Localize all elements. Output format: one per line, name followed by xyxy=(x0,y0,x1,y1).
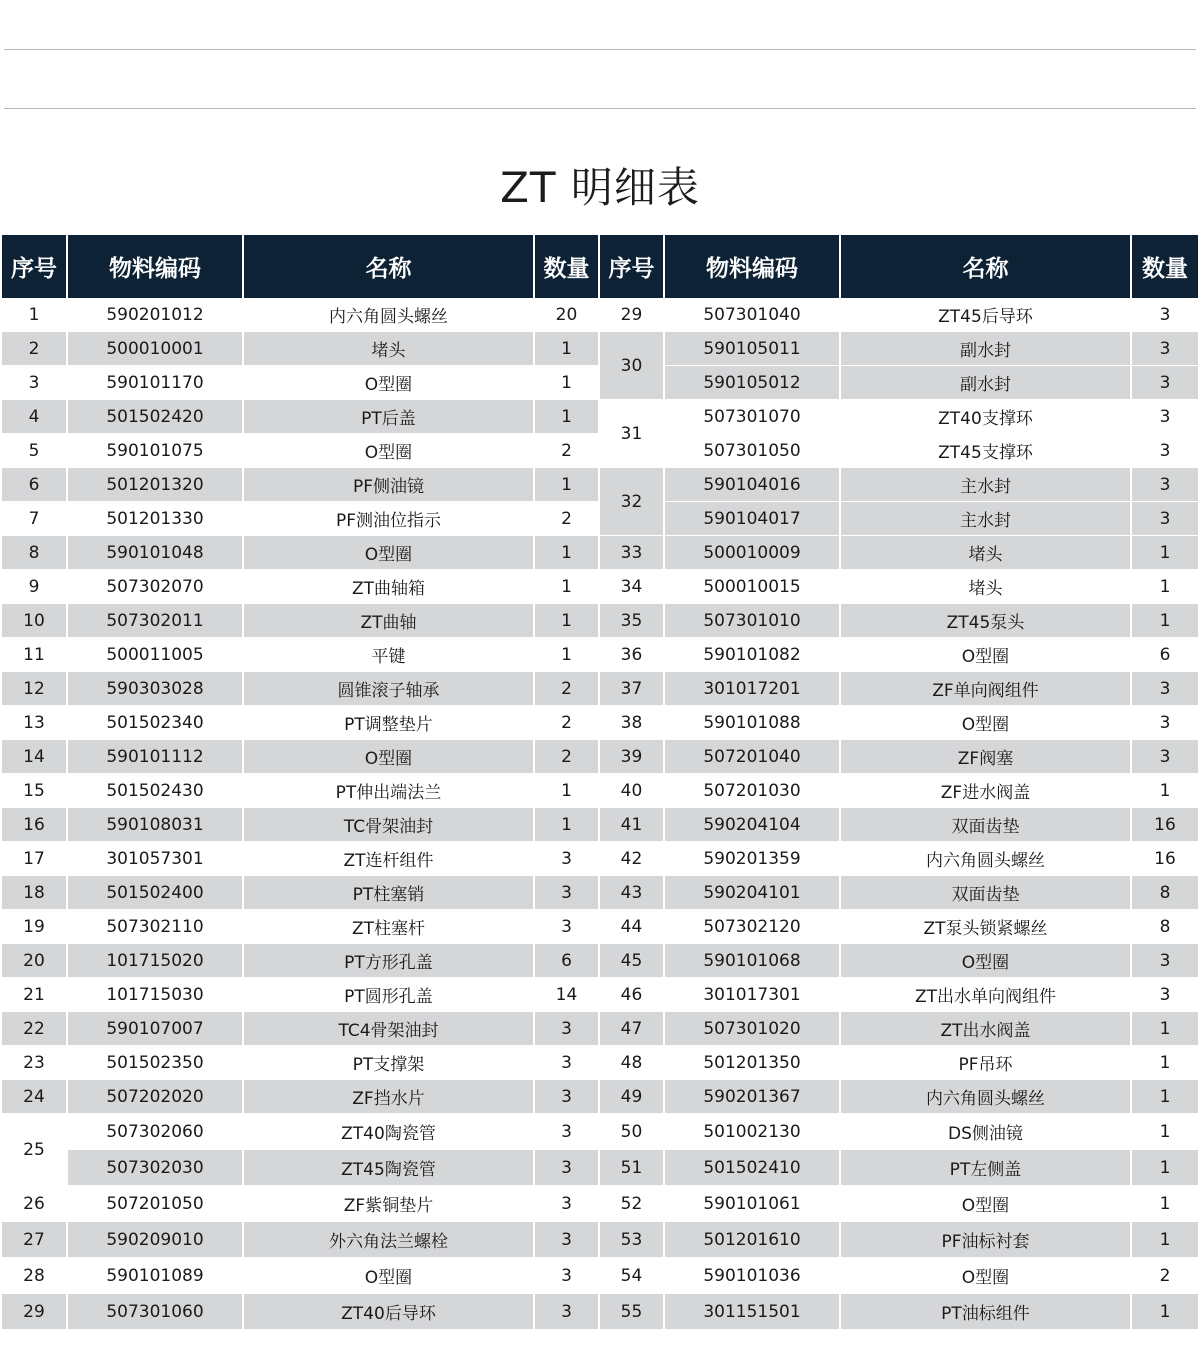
left-qty-cell: 3 xyxy=(534,1012,599,1046)
right-name-cell: 双面齿垫 xyxy=(840,808,1131,842)
left-name-cell: O型圈 xyxy=(243,1258,534,1294)
left-code-cell: 507302011 xyxy=(67,604,243,638)
table-row xyxy=(2,1222,1198,1258)
right-code-cell: 590101068 xyxy=(664,944,840,978)
right-name-cell: PT油标组件 xyxy=(840,1294,1131,1330)
right-name-cell: ZF阀塞 xyxy=(840,740,1131,774)
right-code-cell: 590201367 xyxy=(664,1080,840,1114)
right-code-cell: 590101088 xyxy=(664,706,840,740)
left-qty-cell: 6 xyxy=(534,944,599,978)
table-row xyxy=(2,774,1198,808)
right-seq-cell: 43 xyxy=(599,876,664,910)
left-seq-cell: 21 xyxy=(2,978,67,1012)
left-seq-cell: 22 xyxy=(2,1012,67,1046)
left-seq-cell: 28 xyxy=(2,1258,67,1294)
right-code-cell: 301017201 xyxy=(664,672,840,706)
left-qty-cell: 3 xyxy=(534,1294,599,1330)
left-seq-cell: 17 xyxy=(2,842,67,876)
left-name-cell: TC骨架油封 xyxy=(243,808,534,842)
right-qty-cell: 1 xyxy=(1131,774,1198,808)
left-code-cell: 590101112 xyxy=(67,740,243,774)
right-code-cell: 301017301 xyxy=(664,978,840,1012)
table-row xyxy=(2,1258,1198,1294)
left-seq-cell: 26 xyxy=(2,1186,67,1222)
table-row xyxy=(2,298,1198,332)
table-row xyxy=(2,468,1198,502)
left-seq-cell: 18 xyxy=(2,876,67,910)
table-row xyxy=(2,1012,1198,1046)
right-seq-cell: 40 xyxy=(599,774,664,808)
left-code-cell: 507302060 xyxy=(67,1114,243,1150)
left-name-cell: 内六角圆头螺丝 xyxy=(243,298,534,332)
left-qty-cell: 1 xyxy=(534,570,599,604)
left-code-cell: 501502350 xyxy=(67,1046,243,1080)
right-qty-cell: 3 xyxy=(1131,298,1198,332)
table-row xyxy=(2,1080,1198,1114)
right-name-cell: O型圈 xyxy=(840,944,1131,978)
right-name-cell: ZT泵头锁紧螺丝 xyxy=(840,910,1131,944)
left-code-cell: 590108031 xyxy=(67,808,243,842)
table-row xyxy=(2,536,1198,570)
right-code-cell: 590204101 xyxy=(664,876,840,910)
left-name-cell: 堵头 xyxy=(243,332,534,366)
left-seq-cell: 4 xyxy=(2,400,67,434)
left-qty-cell: 1 xyxy=(534,604,599,638)
right-code-cell: 590104016 xyxy=(664,468,840,502)
right-seq-cell: 54 xyxy=(599,1258,664,1294)
right-name-cell: O型圈 xyxy=(840,1186,1131,1222)
left-qty-cell: 3 xyxy=(534,842,599,876)
left-seq-cell: 2 xyxy=(2,332,67,366)
table-row xyxy=(2,910,1198,944)
right-seq-cell: 35 xyxy=(599,604,664,638)
right-seq-cell: 48 xyxy=(599,1046,664,1080)
left-seq-cell: 1 xyxy=(2,298,67,332)
left-qty-cell: 3 xyxy=(534,1046,599,1080)
left-qty-cell: 3 xyxy=(534,1258,599,1294)
left-qty-cell: 2 xyxy=(534,502,599,536)
left-name-cell: TC4骨架油封 xyxy=(243,1012,534,1046)
table-row xyxy=(2,1046,1198,1080)
table-row xyxy=(2,672,1198,706)
left-name-cell: PT方形孔盖 xyxy=(243,944,534,978)
right-qty-cell: 3 xyxy=(1131,672,1198,706)
left-name-cell: PT支撑架 xyxy=(243,1046,534,1080)
right-code-cell: 501201350 xyxy=(664,1046,840,1080)
left-name-cell: PF测油位指示 xyxy=(243,502,534,536)
table-row xyxy=(2,1186,1198,1222)
left-code-cell: 507302110 xyxy=(67,910,243,944)
right-name-cell: ZT出水单向阀组件 xyxy=(840,978,1131,1012)
left-name-cell: PF侧油镜 xyxy=(243,468,534,502)
table-row xyxy=(2,978,1198,1012)
header-code-left: 物料编码 xyxy=(67,235,243,298)
left-qty-cell: 1 xyxy=(534,638,599,672)
right-name-cell: ZT出水阀盖 xyxy=(840,1012,1131,1046)
right-code-cell: 590101061 xyxy=(664,1186,840,1222)
left-code-cell: 590107007 xyxy=(67,1012,243,1046)
right-code-cell: 507301040 xyxy=(664,298,840,332)
left-qty-cell: 2 xyxy=(534,672,599,706)
right-seq-cell: 34 xyxy=(599,570,664,604)
right-qty-cell: 1 xyxy=(1131,1046,1198,1080)
right-name-cell: DS侧油镜 xyxy=(840,1114,1131,1150)
bom-table xyxy=(2,235,1198,1330)
right-qty-cell: 3 xyxy=(1131,740,1198,774)
table-row xyxy=(2,604,1198,638)
right-code-cell: 507301010 xyxy=(664,604,840,638)
right-qty-cell: 3 xyxy=(1131,706,1198,740)
left-code-cell: 590209010 xyxy=(67,1222,243,1258)
right-code-cell: 590104017 xyxy=(664,502,840,536)
left-code-cell: 500010001 xyxy=(67,332,243,366)
left-seq-cell: 8 xyxy=(2,536,67,570)
right-code-cell: 590201359 xyxy=(664,842,840,876)
header-code-right: 物料编码 xyxy=(664,235,840,298)
left-qty-cell: 3 xyxy=(534,1222,599,1258)
right-name-cell: ZF进水阀盖 xyxy=(840,774,1131,808)
right-seq-cell: 55 xyxy=(599,1294,664,1330)
right-code-cell: 501502410 xyxy=(664,1150,840,1186)
right-seq-cell: 37 xyxy=(599,672,664,706)
right-code-cell: 507302120 xyxy=(664,910,840,944)
right-seq-cell: 42 xyxy=(599,842,664,876)
right-name-cell: PT左侧盖 xyxy=(840,1150,1131,1186)
header-no-left: 序号 xyxy=(2,235,67,298)
header-no-right: 序号 xyxy=(599,235,664,298)
right-code-cell: 590105011 xyxy=(664,332,840,366)
table-row xyxy=(2,706,1198,740)
right-code-cell: 301151501 xyxy=(664,1294,840,1330)
page-title: ZT 明细表 xyxy=(500,163,700,212)
right-qty-cell: 8 xyxy=(1131,876,1198,910)
right-name-cell: PF吊环 xyxy=(840,1046,1131,1080)
right-qty-cell: 16 xyxy=(1131,808,1198,842)
left-name-cell: O型圈 xyxy=(243,536,534,570)
left-qty-cell: 1 xyxy=(534,808,599,842)
left-seq-cell: 10 xyxy=(2,604,67,638)
second-rule xyxy=(4,108,1196,109)
left-seq-cell: 13 xyxy=(2,706,67,740)
right-qty-cell: 1 xyxy=(1131,536,1198,570)
right-code-cell: 590101036 xyxy=(664,1258,840,1294)
left-qty-cell: 2 xyxy=(534,740,599,774)
left-seq-cell: 23 xyxy=(2,1046,67,1080)
right-qty-cell: 1 xyxy=(1131,570,1198,604)
left-code-cell: 507302070 xyxy=(67,570,243,604)
left-name-cell: ZF挡水片 xyxy=(243,1080,534,1114)
right-qty-cell: 1 xyxy=(1131,1012,1198,1046)
right-seq-cell: 47 xyxy=(599,1012,664,1046)
table-row xyxy=(2,842,1198,876)
left-seq-cell: 12 xyxy=(2,672,67,706)
left-name-cell: PT圆形孔盖 xyxy=(243,978,534,1012)
right-code-cell: 507201040 xyxy=(664,740,840,774)
left-code-cell: 101715030 xyxy=(67,978,243,1012)
left-qty-cell: 2 xyxy=(534,706,599,740)
left-seq-cell: 27 xyxy=(2,1222,67,1258)
left-seq-cell: 11 xyxy=(2,638,67,672)
header-name-left: 名称 xyxy=(243,235,534,298)
table-row xyxy=(2,1114,1198,1150)
left-code-cell: 501502430 xyxy=(67,774,243,808)
right-name-cell: 主水封 xyxy=(840,468,1131,502)
left-qty-cell: 3 xyxy=(534,876,599,910)
left-code-cell: 501201320 xyxy=(67,468,243,502)
table-row xyxy=(2,332,1198,366)
right-qty-cell: 1 xyxy=(1131,1186,1198,1222)
table-row xyxy=(2,570,1198,604)
left-name-cell: O型圈 xyxy=(243,366,534,400)
right-qty-cell: 3 xyxy=(1131,502,1198,536)
left-name-cell: 圆锥滚子轴承 xyxy=(243,672,534,706)
right-code-cell: 590105012 xyxy=(664,366,840,400)
right-name-cell: O型圈 xyxy=(840,638,1131,672)
left-qty-cell: 1 xyxy=(534,536,599,570)
left-code-cell: 590101170 xyxy=(67,366,243,400)
right-qty-cell: 2 xyxy=(1131,1258,1198,1294)
left-qty-cell: 14 xyxy=(534,978,599,1012)
right-qty-cell: 3 xyxy=(1131,978,1198,1012)
left-code-cell: 101715020 xyxy=(67,944,243,978)
table-header-row xyxy=(2,235,1198,298)
header-qty-right: 数量 xyxy=(1131,235,1198,298)
left-seq-cell: 29 xyxy=(2,1294,67,1330)
right-qty-cell: 3 xyxy=(1131,468,1198,502)
left-seq-cell: 16 xyxy=(2,808,67,842)
right-name-cell: 双面齿垫 xyxy=(840,876,1131,910)
right-qty-cell: 3 xyxy=(1131,400,1198,434)
right-name-cell: ZT45支撑环 xyxy=(840,434,1131,468)
right-seq-cell: 51 xyxy=(599,1150,664,1186)
right-name-cell: ZT40支撑环 xyxy=(840,400,1131,434)
right-seq-cell: 52 xyxy=(599,1186,664,1222)
right-qty-cell: 1 xyxy=(1131,1080,1198,1114)
right-code-cell: 590101082 xyxy=(664,638,840,672)
right-code-cell: 500010015 xyxy=(664,570,840,604)
right-seq-cell: 39 xyxy=(599,740,664,774)
left-qty-cell: 3 xyxy=(534,1114,599,1150)
right-seq-cell: 50 xyxy=(599,1114,664,1150)
left-seq-cell: 7 xyxy=(2,502,67,536)
left-code-cell: 590101075 xyxy=(67,434,243,468)
left-seq-cell: 24 xyxy=(2,1080,67,1114)
left-code-cell: 501201330 xyxy=(67,502,243,536)
right-name-cell: 内六角圆头螺丝 xyxy=(840,1080,1131,1114)
left-name-cell: ZT40后导环 xyxy=(243,1294,534,1330)
left-name-cell: 平键 xyxy=(243,638,534,672)
table-row xyxy=(2,944,1198,978)
right-code-cell: 507301050 xyxy=(664,434,840,468)
left-name-cell: O型圈 xyxy=(243,740,534,774)
right-qty-cell: 8 xyxy=(1131,910,1198,944)
right-name-cell: PF油标衬套 xyxy=(840,1222,1131,1258)
right-seq-cell: 33 xyxy=(599,536,664,570)
right-name-cell: O型圈 xyxy=(840,1258,1131,1294)
right-qty-cell: 6 xyxy=(1131,638,1198,672)
right-seq-cell: 46 xyxy=(599,978,664,1012)
right-seq-cell: 53 xyxy=(599,1222,664,1258)
right-name-cell: 副水封 xyxy=(840,366,1131,400)
left-code-cell: 507201050 xyxy=(67,1186,243,1222)
left-code-cell: 500011005 xyxy=(67,638,243,672)
right-qty-cell: 1 xyxy=(1131,1294,1198,1330)
right-qty-cell: 1 xyxy=(1131,1114,1198,1150)
right-code-cell: 507201030 xyxy=(664,774,840,808)
left-seq-cell: 14 xyxy=(2,740,67,774)
right-code-cell: 501002130 xyxy=(664,1114,840,1150)
left-code-cell: 501502420 xyxy=(67,400,243,434)
right-qty-cell: 3 xyxy=(1131,366,1198,400)
left-code-cell: 590101089 xyxy=(67,1258,243,1294)
table-row xyxy=(2,876,1198,910)
left-name-cell: ZT曲轴 xyxy=(243,604,534,638)
left-name-cell: PT伸出端法兰 xyxy=(243,774,534,808)
left-qty-cell: 1 xyxy=(534,400,599,434)
left-code-cell: 507301060 xyxy=(67,1294,243,1330)
right-seq-cell: 49 xyxy=(599,1080,664,1114)
left-code-cell: 301057301 xyxy=(67,842,243,876)
left-code-cell: 590201012 xyxy=(67,298,243,332)
table-row xyxy=(2,638,1198,672)
left-seq-cell: 25 xyxy=(2,1114,67,1186)
left-name-cell: PT柱塞销 xyxy=(243,876,534,910)
right-qty-cell: 1 xyxy=(1131,604,1198,638)
right-seq-cell: 45 xyxy=(599,944,664,978)
right-name-cell: 内六角圆头螺丝 xyxy=(840,842,1131,876)
table-row xyxy=(2,1150,1198,1186)
left-name-cell: ZT曲轴箱 xyxy=(243,570,534,604)
left-seq-cell: 9 xyxy=(2,570,67,604)
left-qty-cell: 3 xyxy=(534,1186,599,1222)
table-row xyxy=(2,1294,1198,1330)
left-qty-cell: 3 xyxy=(534,910,599,944)
right-code-cell: 590204104 xyxy=(664,808,840,842)
left-qty-cell: 1 xyxy=(534,468,599,502)
left-name-cell: O型圈 xyxy=(243,434,534,468)
right-seq-cell: 36 xyxy=(599,638,664,672)
right-qty-cell: 3 xyxy=(1131,332,1198,366)
left-name-cell: ZT柱塞杆 xyxy=(243,910,534,944)
left-code-cell: 590303028 xyxy=(67,672,243,706)
right-name-cell: 副水封 xyxy=(840,332,1131,366)
left-qty-cell: 3 xyxy=(534,1080,599,1114)
left-seq-cell: 3 xyxy=(2,366,67,400)
right-name-cell: 主水封 xyxy=(840,502,1131,536)
table-row xyxy=(2,740,1198,774)
left-name-cell: ZT45陶瓷管 xyxy=(243,1150,534,1186)
right-name-cell: ZT45后导环 xyxy=(840,298,1131,332)
left-qty-cell: 20 xyxy=(534,298,599,332)
right-name-cell: 堵头 xyxy=(840,570,1131,604)
left-name-cell: ZT连杆组件 xyxy=(243,842,534,876)
left-seq-cell: 15 xyxy=(2,774,67,808)
left-seq-cell: 6 xyxy=(2,468,67,502)
left-code-cell: 507202020 xyxy=(67,1080,243,1114)
right-qty-cell: 3 xyxy=(1131,434,1198,468)
header-qty-left: 数量 xyxy=(534,235,599,298)
left-seq-cell: 20 xyxy=(2,944,67,978)
right-seq-cell: 41 xyxy=(599,808,664,842)
right-code-cell: 507301020 xyxy=(664,1012,840,1046)
table-row xyxy=(2,400,1198,434)
top-rule xyxy=(4,49,1196,50)
right-seq-cell: 31 xyxy=(599,400,664,468)
right-code-cell: 500010009 xyxy=(664,536,840,570)
left-qty-cell: 1 xyxy=(534,366,599,400)
right-seq-cell: 44 xyxy=(599,910,664,944)
right-seq-cell: 30 xyxy=(599,332,664,400)
header-name-right: 名称 xyxy=(840,235,1131,298)
right-qty-cell: 16 xyxy=(1131,842,1198,876)
right-code-cell: 507301070 xyxy=(664,400,840,434)
right-code-cell: 501201610 xyxy=(664,1222,840,1258)
left-seq-cell: 5 xyxy=(2,434,67,468)
right-qty-cell: 3 xyxy=(1131,944,1198,978)
right-name-cell: O型圈 xyxy=(840,706,1131,740)
right-qty-cell: 1 xyxy=(1131,1222,1198,1258)
left-name-cell: 外六角法兰螺栓 xyxy=(243,1222,534,1258)
left-qty-cell: 1 xyxy=(534,332,599,366)
right-name-cell: ZF单向阀组件 xyxy=(840,672,1131,706)
left-name-cell: PT后盖 xyxy=(243,400,534,434)
left-code-cell: 501502340 xyxy=(67,706,243,740)
left-name-cell: ZT40陶瓷管 xyxy=(243,1114,534,1150)
left-qty-cell: 2 xyxy=(534,434,599,468)
table-row xyxy=(2,808,1198,842)
left-name-cell: PT调整垫片 xyxy=(243,706,534,740)
right-seq-cell: 38 xyxy=(599,706,664,740)
right-name-cell: 堵头 xyxy=(840,536,1131,570)
left-qty-cell: 1 xyxy=(534,774,599,808)
right-seq-cell: 29 xyxy=(599,298,664,332)
right-seq-cell: 32 xyxy=(599,468,664,536)
left-code-cell: 507302030 xyxy=(67,1150,243,1186)
left-code-cell: 590101048 xyxy=(67,536,243,570)
right-qty-cell: 1 xyxy=(1131,1150,1198,1186)
right-name-cell: ZT45泵头 xyxy=(840,604,1131,638)
left-code-cell: 501502400 xyxy=(67,876,243,910)
left-seq-cell: 19 xyxy=(2,910,67,944)
left-qty-cell: 3 xyxy=(534,1150,599,1186)
left-name-cell: ZF紫铜垫片 xyxy=(243,1186,534,1222)
